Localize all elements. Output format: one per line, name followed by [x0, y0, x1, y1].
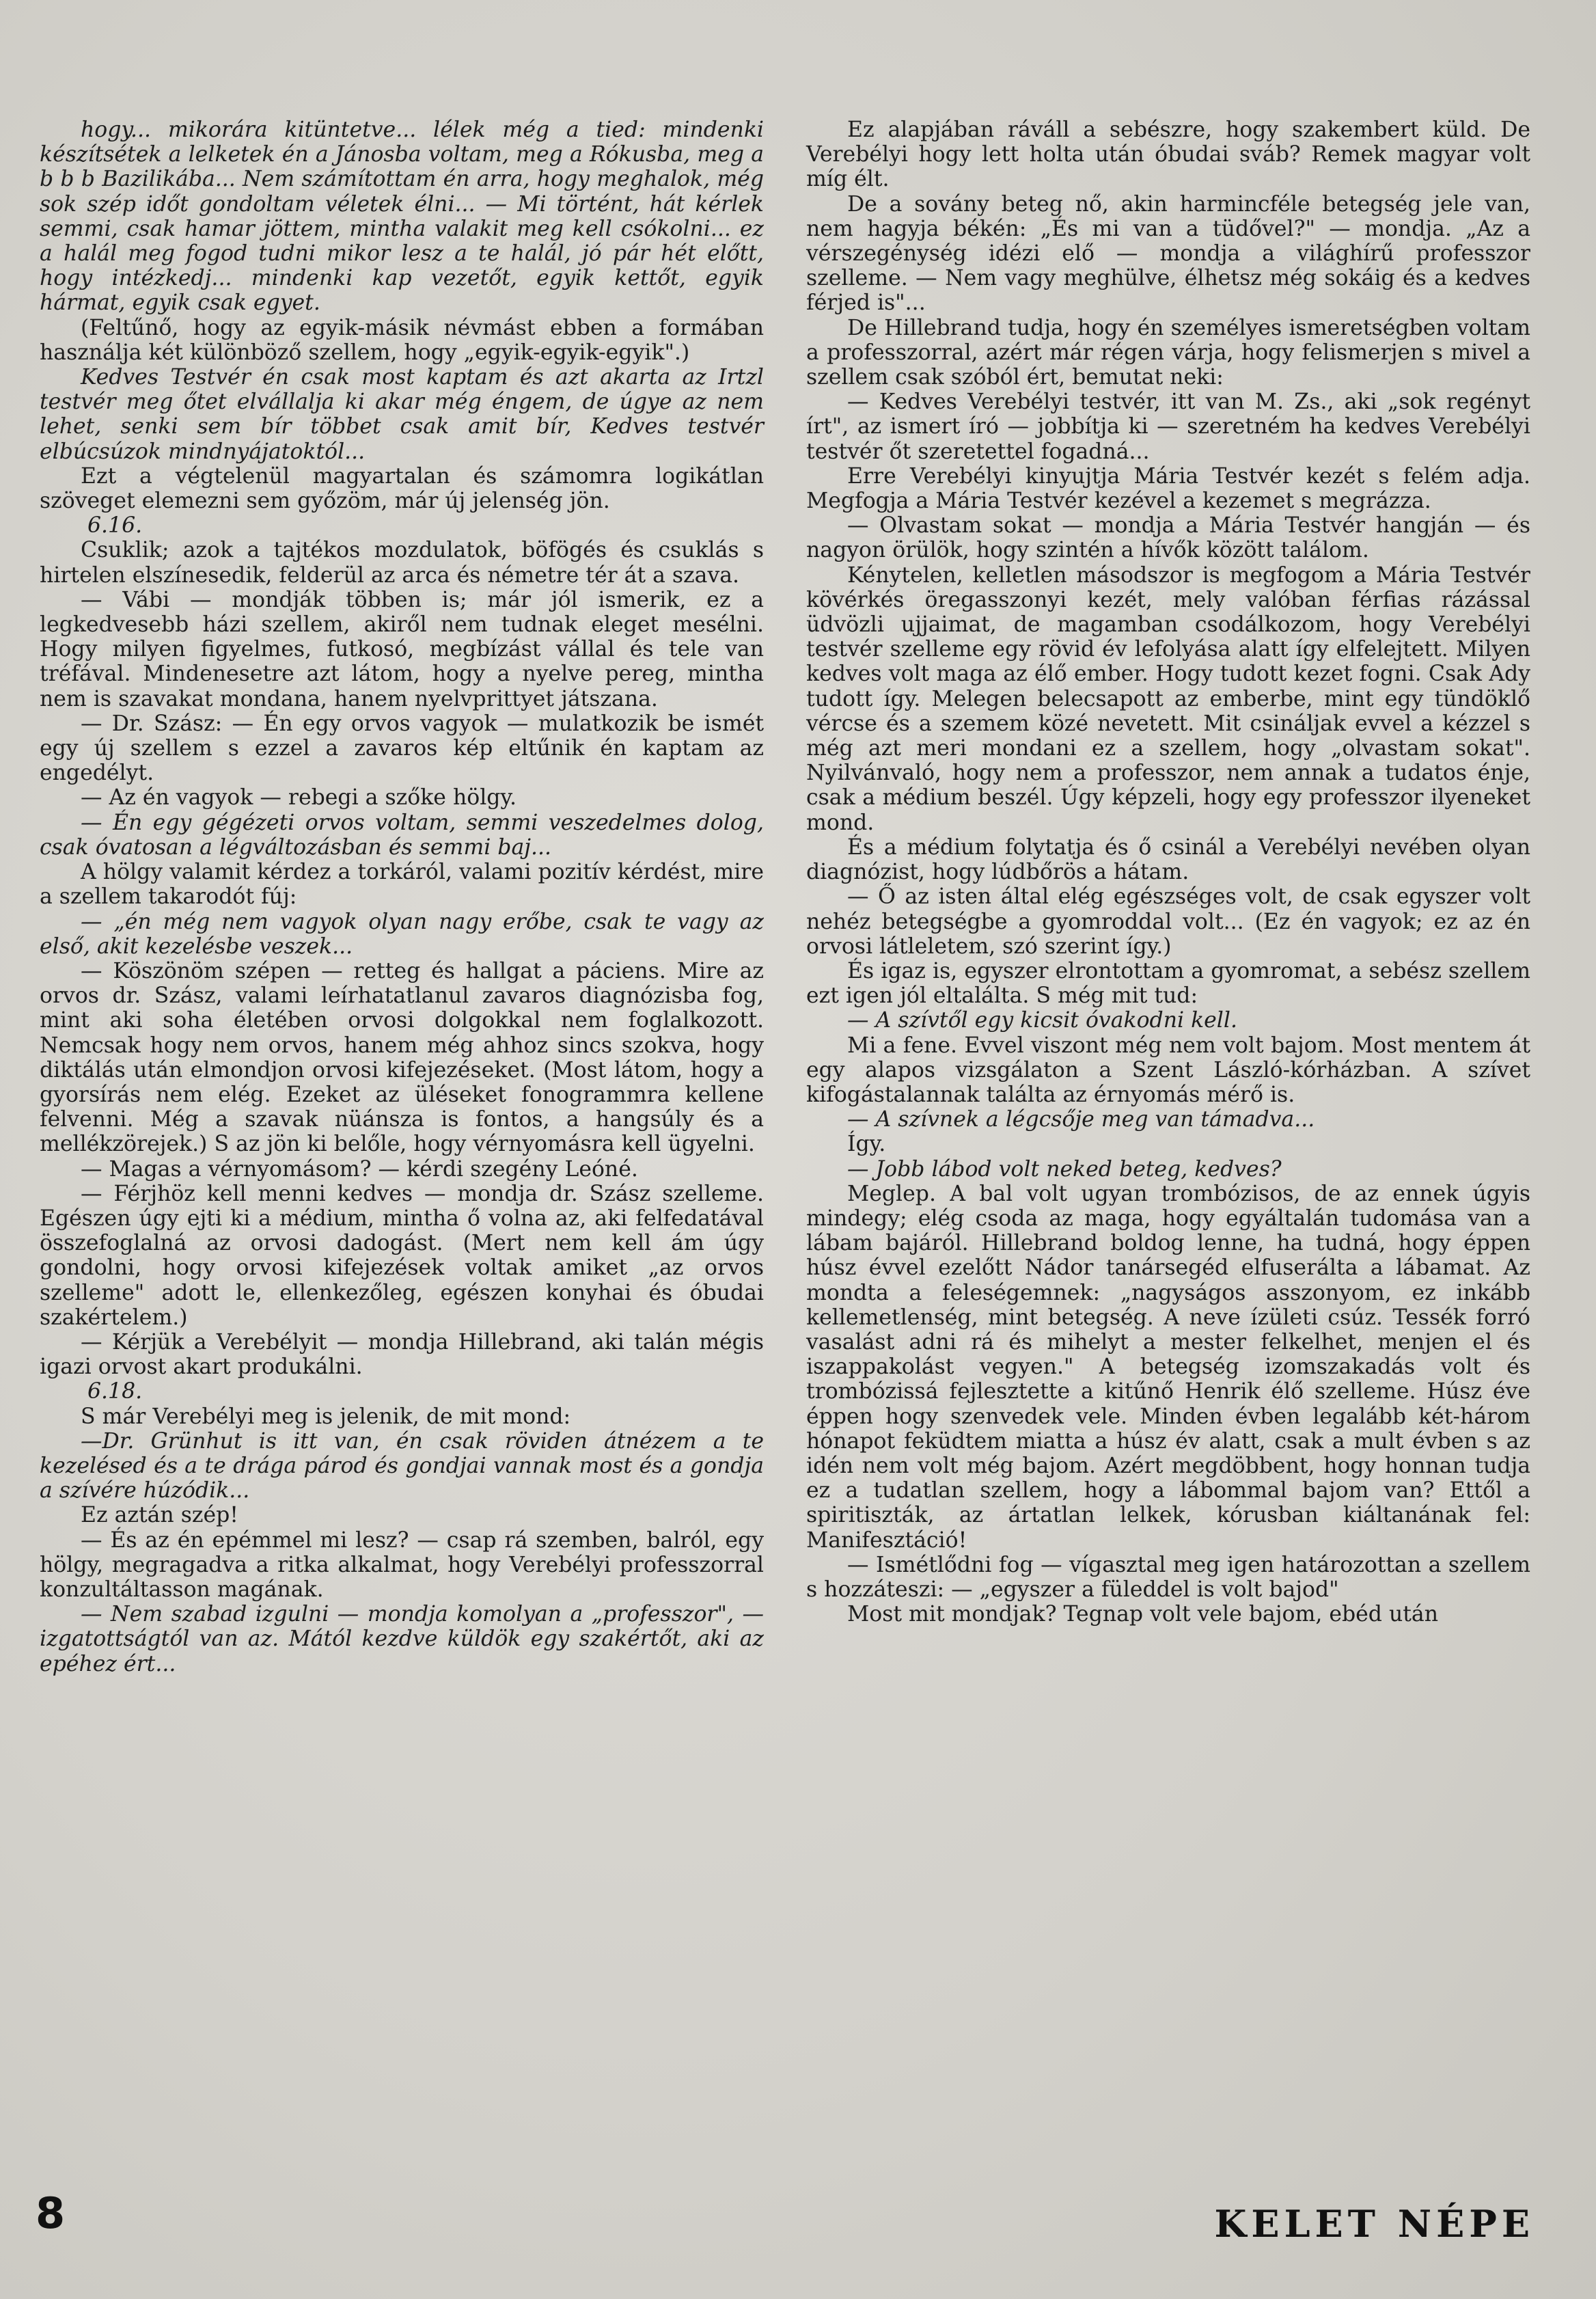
paragraph: —Dr. Grünhut is itt van, én csak röviden átnézem a te kezelésed és a te drága párod és gondjai vannak most és a gondja a szívére húzódik... [40, 1428, 764, 1504]
paragraph: Csuklik; azok a tajtékos mozdulatok, böfögés és csuklás s hirtelen elszínesedik, felderül az arca és németre tér át a szava. [40, 538, 764, 588]
section-number: 6.16. [87, 513, 143, 539]
paragraph: A hölgy valamit kérdez a torkáról, valami pozitív kérdést, mire a szellem takarodót fúj: [40, 860, 764, 910]
paragraph: De a sovány beteg nő, akin harmincféle betegség jele van, nem hagyja békén: „És mi van a tüdővel?" — mondja. „Az a vérszegénység idézi elő — mondja a világhírű professzor szelleme. — Nem vagy meghülve, élhetsz még sokáig és a kedves férjed is"... [806, 191, 1530, 316]
paragraph: — Ismétlődni fog — vígasztal meg igen határozottan a szellem s hozzáteszi: — „egyszer a füleddel is volt bajod" [806, 1552, 1530, 1602]
paragraph: Erre Verebélyi kinyujtja Mária Testvér kezét s felém adja. Megfogja a Mária Testvér kezével a kezemet s megrázza. [806, 463, 1530, 514]
paragraph: — Vábi — mondják többen is; már jól ismerik, ez a legkedvesebb házi szellem, akiről nem tudnak eleget mesélni. Hogy milyen figyelmes, futkosó, megbízást vállal és tele van tréfával. Mindenesetre azt látom, hogy a nyelve pereg, mintha nem is szavakat mondana, hanem nyelvprittyet játszana. [40, 587, 764, 711]
paragraph: (Feltűnő, hogy az egyik-másik névmást ebben a formában használja két különböző szellem, hogy „egyik-egyik-egyik".) [40, 315, 764, 365]
paragraph: — Az én vagyok — rebegi a szőke hölgy. [81, 785, 517, 811]
paragraph: De Hillebrand tudja, hogy én személyes ismeretségben voltam a professzorral, azért már régen várja, hogy felismerjen s mivel a szellem csak szóból ért, bemutat neki: [806, 315, 1530, 390]
paragraph: Most mit mondjak? Tegnap volt vele bajom, ebéd után [847, 1602, 1438, 1627]
paragraph: — A szívtől egy kicsit óvakodni kell. [847, 1008, 1237, 1033]
paragraph: — Én egy gégézeti orvos voltam, semmi veszedelmes dolog, csak óvatosan a légváltozásban és semmi baj... [40, 810, 764, 860]
paragraph: — Nem szabad izgulni — mondja komolyan a „professzor", — izgatottságtól van az. Mától kezdve küldök egy szakértőt, aki az epéhez ért... [40, 1602, 764, 1676]
paragraph: — Köszönöm szépen — retteg és hallgat a páciens. Mire az orvos dr. Szász, valami leírhatatlanul zavaros diagnózisba fog, mint aki soha életében orvosi dolgokkal nem foglalkozott. Nemcsak hogy nem orvos, hanem még ahhoz sincs szokva, hogy diktálás után elmondjon orvosi kifejezéseket. (Most látom, hogy a gyorsírás nem elég. Ezeket az üléseket fonogrammra kellene felvenni. Még a szavak nüánsza is fontos, a hangsúly és a mellékzörejek.) S az jön ki belőle, hogy vérnyomásra kell ügyelni. [40, 958, 764, 1157]
paragraph: És igaz is, egyszer elrontottam a gyomromat, a sebész szellem ezt igen jól eltalálta. S még mit tud: [806, 958, 1530, 1009]
paragraph: Kénytelen, kelletlen másodszor is megfogom a Mária Testvér kövérkés öregasszonyi kezét, mely valóban férfias rázással üdvözli ujjaimat, de magamban csodálkozom, hogy Verebélyi testvér szelleme egy rövid év lefolyása alatt így elfelejtett. Milyen kedves volt maga az élő ember. Hogy tudott kezet fogni. Csak Ady tudott így. Melegen belecsapott az emberbe, mint egy tündöklő vércse és a szemem közé nevetett. Mit csináljak evvel a kézzel s még azt meri mondani ez a szellem, hogy „olvastam sokat". Nyilvánvaló, hogy nem a professzor, nem annak a tudatos énje, csak a médium beszél. Úgy képzeli, hogy egy professzor ilyeneket mond. [806, 562, 1530, 835]
page-number: 8 [36, 2188, 66, 2238]
paragraph: És a médium folytatja és ő csinál a Verebélyi nevében olyan diagnózist, hogy lúdbőrös a hátam. [806, 834, 1530, 885]
paragraph: — Férjhöz kell menni kedves — mondja dr. Szász szelleme. Egészen úgy ejti ki a médium, mintha ő volna az, aki felfedatával összefoglalná az orvosi dadogást. (Mert nem kell ám úgy gondolni, hogy orvosi kifejezések voltak amiket „az orvos szelleme" adott le, ellenkezőleg, egészen konyhai és óbudai szakértelem.) [40, 1181, 764, 1330]
paragraph: — Dr. Szász: — Én egy orvos vagyok — mulatkozik be ismét egy új szellem s ezzel a zavaros kép eltűnik én kaptam az engedélyt. [40, 711, 764, 786]
paragraph: — Magas a vérnyomásom? — kérdi szegény Leóné. [81, 1156, 638, 1182]
paragraph: Meglep. A bal volt ugyan trombózisos, de az ennek úgyis mindegy; elég csoda az maga, hogy egyáltalán tudomása van a lábam bajáról. Hillebrand boldog lenne, ha tudná, hogy éppen húsz évvel ezelőtt Nádor tanársegéd elfuserálta a lábamat. Az mondta a feleségemnek: „nagyságos asszonyom, ez inkább kellemetlenség, mint betegség. A neve ízületi csúz. Tessék forró vasalást adni rá és mihelyt a mester felkelhet, menjen el és iszappakolást vegyen." A betegség izomszakadás volt és trombózissá fejlesztette a kitűnő Henrik élő szelleme. Húsz éve éppen hogy szenvedek vele. Minden évben legalább két-három hónapot feküdtem miatta a húsz év alatt, csak a mult évben s az idén nem volt még bajom. Azért megdöbbent, hogy honnan tudja ez a tudatlan szellem, hogy a lábommal bajom van? Ettől a spiritiszták, az ártatlan lelkek, kórusban kiáltanának fel: Manifesztáció! [806, 1181, 1530, 1553]
section-number: 6.18. [87, 1379, 143, 1404]
paragraph: — „én még nem vagyok olyan nagy erőbe, csak te vagy az első, akit kezelésbe veszek... [40, 909, 764, 959]
paragraph: Ezt a végtelenül magyartalan és számomra logikátlan szöveget elemezni sem győzöm, már új jelenség jön. [40, 463, 764, 514]
paragraph: Kedves Testvér én csak most kaptam és azt akarta az Irtzl testvér meg őtet elvállalja ki akar még éngem, de úgye az nem lehet, senki sem bír többet csak amit bír, Kedves testvér elbúcsúzok mindnyájatoktól... [40, 365, 764, 464]
paragraph: Mi a fene. Evvel viszont még nem volt bajom. Most mentem át egy alapos vizsgálaton a Szent László-kórházban. A szívet kifogástalannak találta az érnyomás mérő is. [806, 1033, 1530, 1107]
paragraph: — Ő az isten által elég egészséges volt, de csak egyszer volt nehéz betegségbe a gyomroddal volt... (Ez én vagyok; ez az én orvosi látleletem, szó szerint így.) [806, 884, 1530, 959]
paragraph: Így. [847, 1132, 886, 1157]
paragraph: — Kérjük a Verebélyit — mondja Hillebrand, aki talán mégis igazi orvost akart produkálni. [40, 1329, 764, 1380]
paragraph: — A szívnek a légcsője meg van támadva... [847, 1107, 1315, 1132]
paragraph: — Jobb lábod volt neked beteg, kedves? [847, 1156, 1282, 1182]
paragraph: Ez aztán szép! [81, 1503, 238, 1528]
paragraph: S már Verebélyi meg is jelenik, de mit mond: [81, 1404, 571, 1429]
publication-title: KELET NÉPE [1214, 2202, 1535, 2246]
right-column [806, 118, 1530, 1627]
left-column [40, 118, 764, 1676]
paragraph: — Olvastam sokat — mondja a Mária Testvér hangján — és nagyon örülök, hogy szintén a hívők között találom. [806, 513, 1530, 563]
paragraph: Ez alapjában ráváll a sebészre, hogy szakembert küld. De Verebélyi hogy lett holta után óbudai sváb? Remek magyar volt míg élt. [806, 118, 1530, 192]
paragraph: — És az én epémmel mi lesz? — csap rá szemben, balról, egy hölgy, megragadva a ritka alkalmat, hogy Verebélyi professzorral konzultáltasson magának. [40, 1527, 764, 1602]
paragraph: hogy... mikorára kitüntetve... lélek még a tied: mindenki készítsétek a lelketek én a Jánosba voltam, meg a Rókusba, meg a b b b Bazilikába... Nem számítottam én arra, hogy meghalok, még sok szép időt gondoltam véletek élni... — Mi történt, hát kérlek semmi, csak hamar jöttem, mintha valakit meg kell csókolni... ez a halál meg fogod tudni mikor lesz a te halál, jó pár hét előtt, hogy intézkedj... mindenki kap vezetőt, egyik kettőt, egyik hármat, egyik csak egyet. [40, 118, 764, 316]
paragraph: — Kedves Verebélyi testvér, itt van M. Zs., aki „sok regényt írt", az ismert író — jobbítja ki — szeretném ha kedves Verebélyi testvér őt szeretettel fogadná... [806, 390, 1530, 464]
